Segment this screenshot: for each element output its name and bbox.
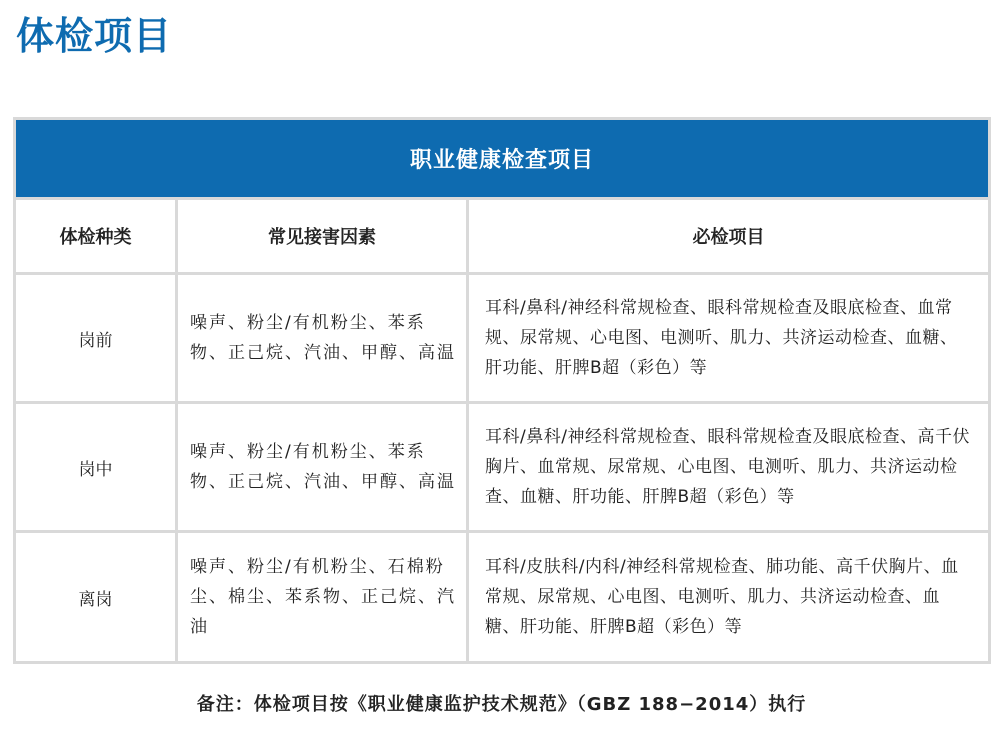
row-category-post-job: 离岗 <box>16 533 175 661</box>
footnote: 备注：体检项目按《职业健康监护技术规范》（GBZ 188−2014）执行 <box>196 694 807 715</box>
page-title: 体检项目 <box>16 14 173 58</box>
row-category-on-job: 岗中 <box>16 404 175 530</box>
row-hazards-pre-job: 噪声、粉尘/有机粉尘、苯系物、正己烷、汽油、甲醇、高温 <box>178 275 466 401</box>
row-items-pre-job: 耳科/鼻科/神经科常规检查、眼科常规检查及眼底检查、血常规、尿常规、心电图、电测听、肌力、共济运动检查、血糖、肝功能、肝脾B超（彩色）等 <box>469 275 988 401</box>
column-header-required-items: 必检项目 <box>469 200 988 272</box>
row-category-pre-job: 岗前 <box>16 275 175 401</box>
table-title: 职业健康检查项目 <box>16 120 988 197</box>
row-hazards-on-job: 噪声、粉尘/有机粉尘、苯系物、正己烷、汽油、甲醇、高温 <box>178 404 466 530</box>
row-items-post-job: 耳科/皮肤科/内科/神经科常规检查、肺功能、高千伏胸片、血常规、尿常规、心电图、电测听、肌力、共济运动检查、血糖、肝功能、肝脾B超（彩色）等 <box>469 533 988 661</box>
row-items-on-job: 耳科/鼻科/神经科常规检查、眼科常规检查及眼底检查、高千伏胸片、血常规、尿常规、心电图、电测听、肌力、共济运动检查、血糖、肝功能、肝脾B超（彩色）等 <box>469 404 988 530</box>
column-header-hazards: 常见接害因素 <box>178 200 466 272</box>
column-header-category: 体检种类 <box>16 200 175 272</box>
row-hazards-post-job: 噪声、粉尘/有机粉尘、石棉粉尘、棉尘、苯系物、正己烷、汽油 <box>178 533 466 661</box>
exam-items-table <box>13 117 991 664</box>
